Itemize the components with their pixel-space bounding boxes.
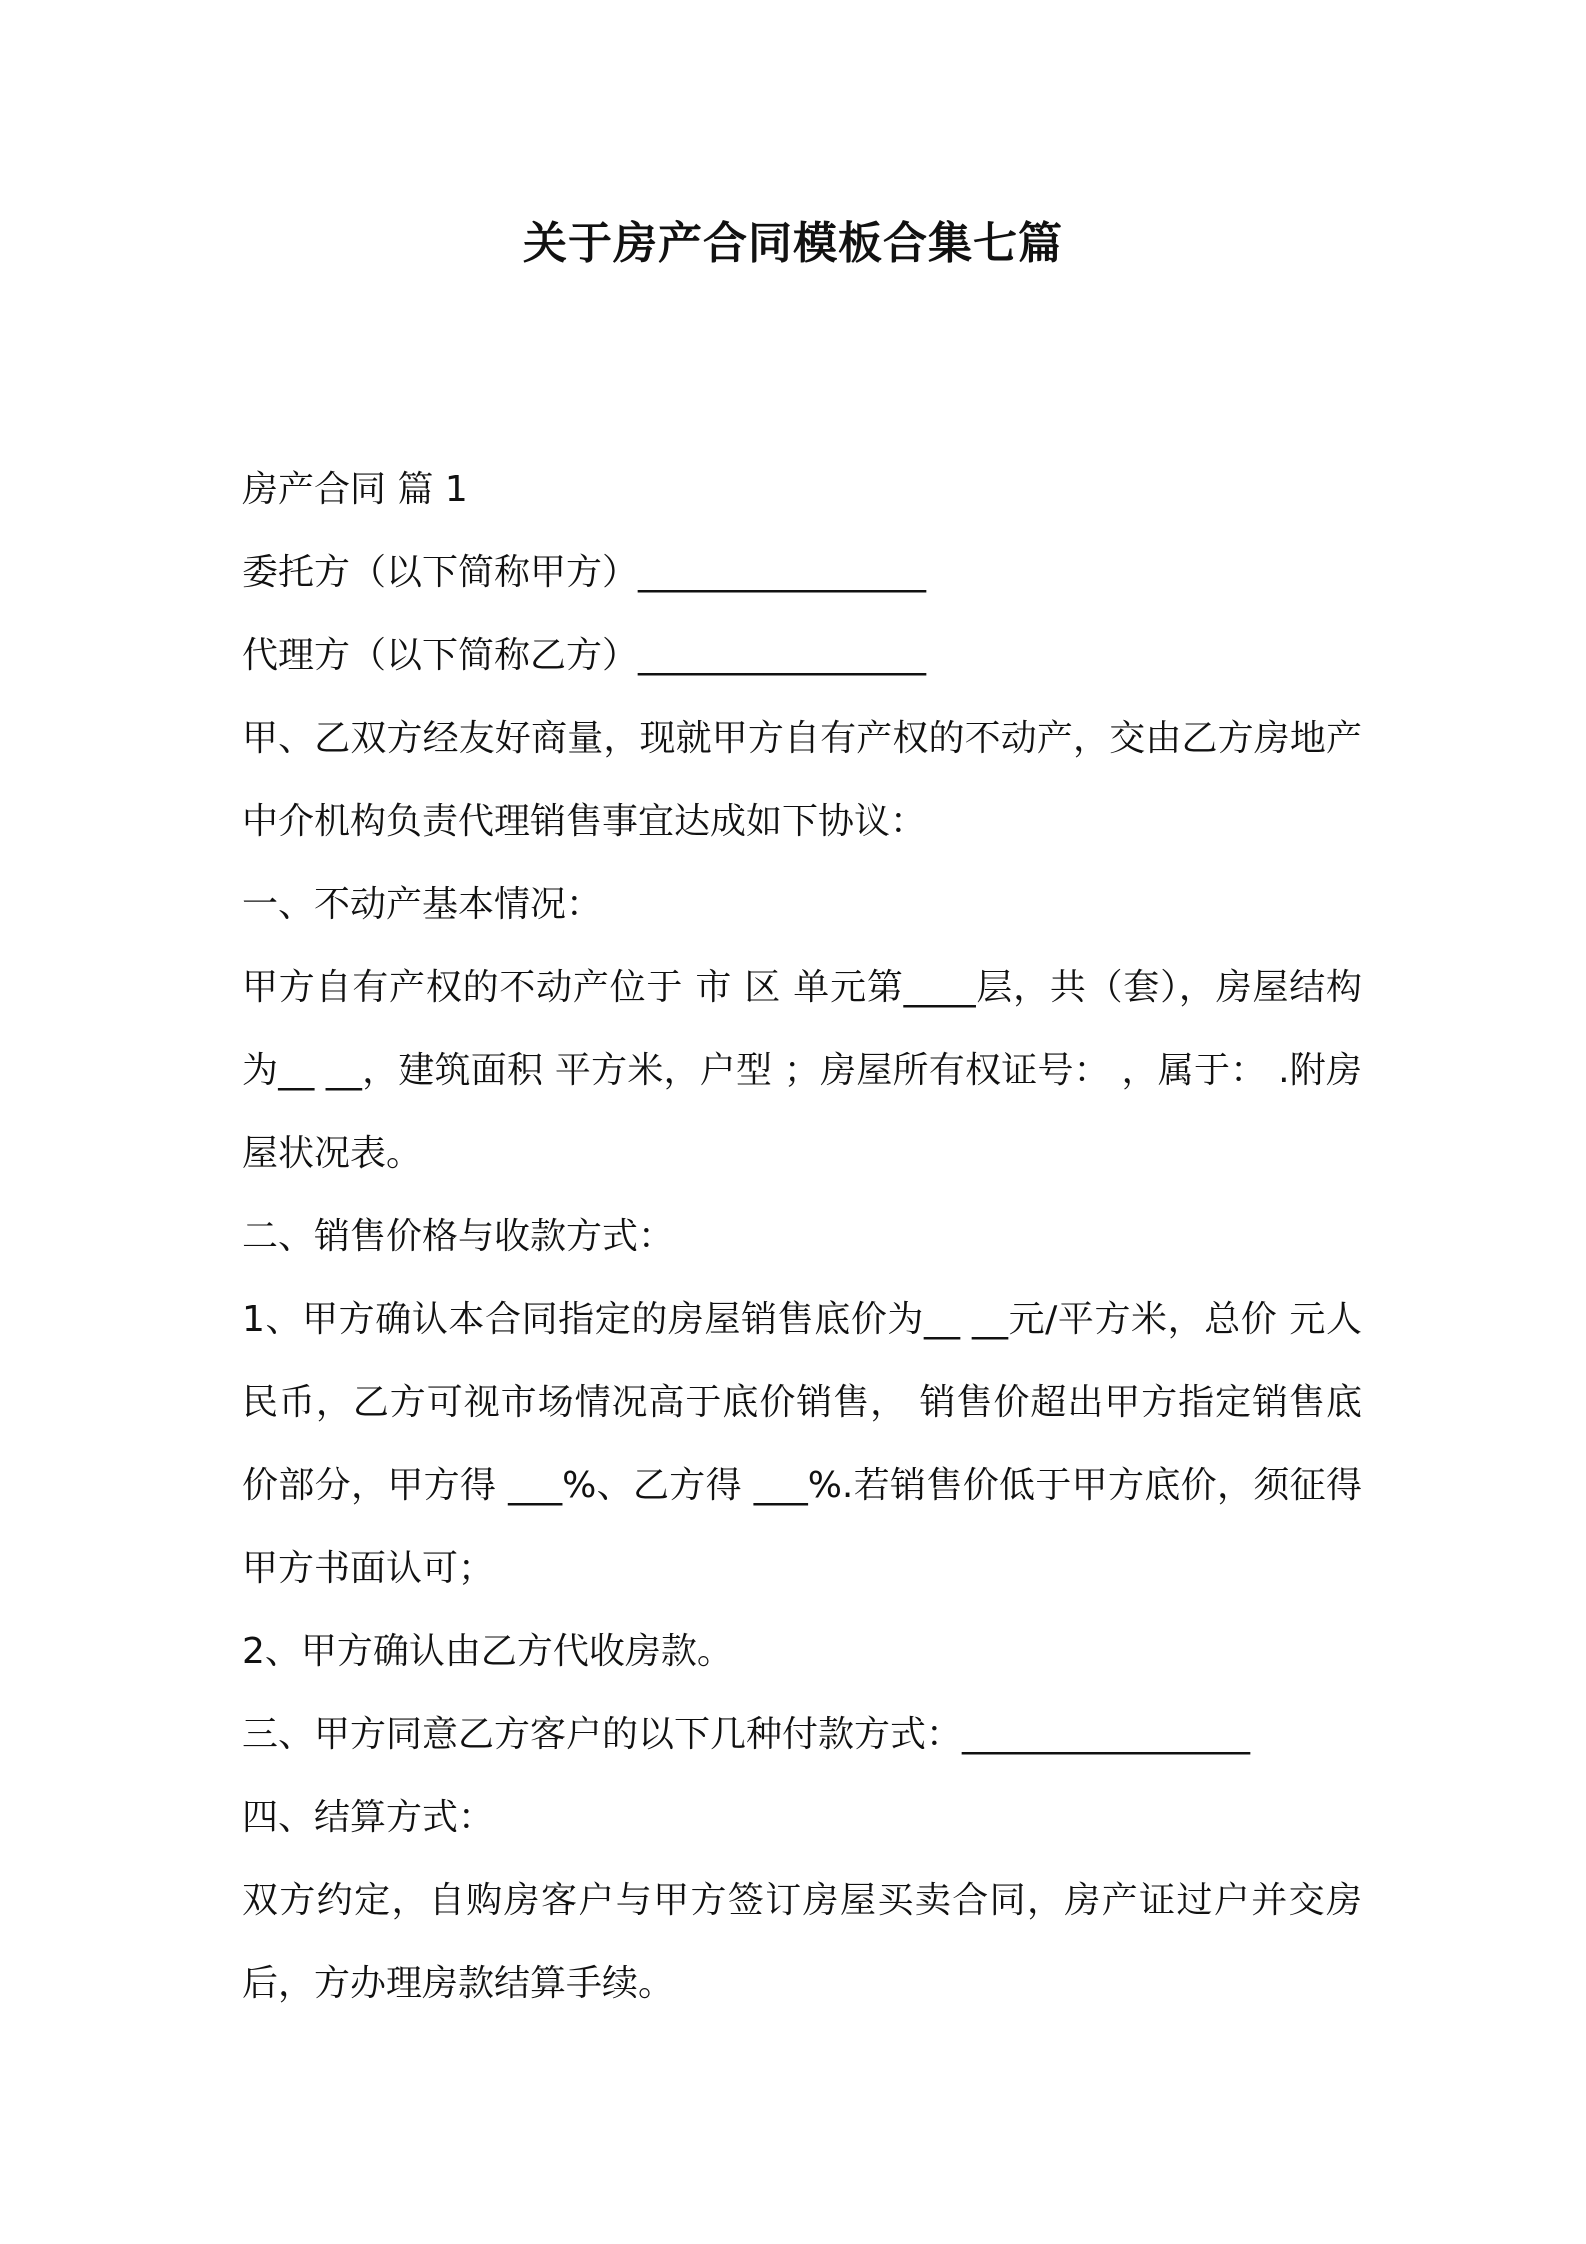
section-heading: 房产合同 篇 1 [242,469,468,510]
clause-4-heading: 四、结算方式： [242,1797,495,1838]
clause-2-item-1: 1、甲方确认本合同指定的房屋销售底价为__ __元/平方米，总价 元人民币，乙方可视市场情况高于底价销售， 销售价超出甲方指定销售底价部分，甲方得 ___%、乙方得 ___%.若销售价低于甲方底价，须征得甲方书面认可； [242,1299,1362,1589]
party-a-line: 委托方（以下简称甲方）________________ [242,552,927,593]
clause-4-body: 双方约定，自购房客户与甲方签订房屋买卖合同，房产证过户并交房后，方办理房款结算手续。 [242,1880,1362,2004]
document-title: 关于房产合同模板合集七篇 [523,218,1063,269]
clause-3: 三、甲方同意乙方客户的以下几种付款方式：________________ [242,1714,1251,1755]
intro-paragraph: 甲、乙双方经友好商量，现就甲方自有产权的不动产，交由乙方房地产中介机构负责代理销售事宜达成如下协议： [242,718,1362,842]
document-body [242,448,1362,2025]
clause-2-item-2: 2、甲方确认由乙方代收房款。 [242,1631,733,1672]
clause-1-body: 甲方自有产权的不动产位于 市 区 单元第____层，共（套），房屋结构为__ __，建筑面积 平方米，户型 ；房屋所有权证号： ，属于： .附房屋状况表。 [242,967,1362,1174]
party-b-line: 代理方（以下简称乙方）________________ [242,635,927,676]
clause-2-heading: 二、销售价格与收款方式： [242,1216,675,1257]
clause-1-heading: 一、不动产基本情况： [242,884,603,925]
